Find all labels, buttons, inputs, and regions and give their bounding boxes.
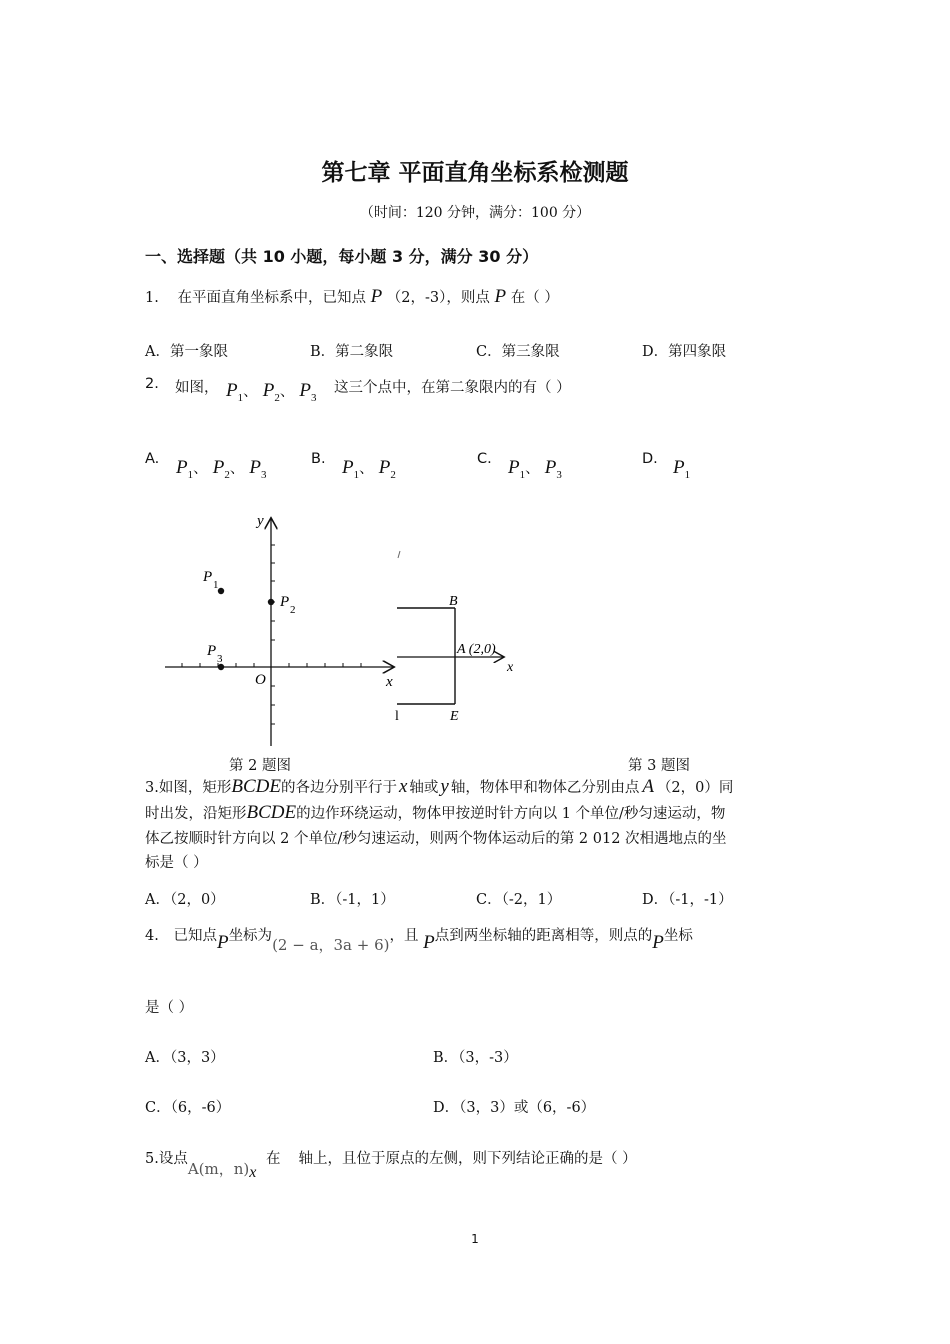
q5-formula: A(m，n) — [187, 1160, 250, 1178]
q2-points: $P_1$、 $P_2$、 $P_3$ — [226, 380, 317, 404]
q1-option-a: A．第一象限 — [145, 344, 228, 360]
figure-q3-rectangle — [393, 545, 533, 730]
p3-label-sub: 3 — [217, 653, 223, 665]
cropped-mark — [398, 551, 400, 558]
q2-option-b: $P_1$、 $P_2$ — [342, 457, 396, 481]
q2-option-a: $P_1$、 $P_2$、 $P_3$ — [176, 457, 267, 481]
q3-line-4: 标是（ ） — [145, 855, 208, 871]
q2-text-a: 如图， — [175, 380, 219, 396]
exam-info: （时间：120 分钟，满分：100 分） — [359, 205, 591, 221]
q4-option-b: B．（3，-3） — [433, 1050, 518, 1066]
p3-label: P — [207, 643, 217, 659]
q2-number: 2. — [145, 376, 159, 392]
q1-point: P — [370, 286, 383, 307]
label-e: E — [450, 709, 459, 724]
label-a: A (2,0) — [457, 642, 496, 657]
question-4: 4. 已知点P坐标为(2 − a，3a + 6)，且 P点到两坐标轴的距离相等，则点的P坐标 — [145, 928, 693, 954]
q2-option-d: $P_1$ — [673, 457, 691, 481]
q1-option-d: D．第四象限 — [642, 344, 727, 360]
y-axis-label: y — [257, 513, 264, 529]
point-p2 — [268, 599, 274, 605]
p2-label-sub: 2 — [290, 604, 296, 616]
x-axis-label-fig3: x — [507, 660, 514, 675]
q3-line-1: 3.如图，矩形BCDE的各边分别平行于 x 轴或 y 轴，物体甲和物体乙分别由点 A （2，0）同 — [145, 776, 734, 797]
section-heading: 一、选择题（共 10 小题，每小题 3 分，满分 30 分） — [145, 247, 539, 266]
q2-option-c: $P_1$、 $P_3$ — [508, 457, 562, 481]
q3-option-a: A．（2，0） — [145, 892, 225, 908]
question-5: 5.设点A(m，n)x — [145, 1151, 257, 1181]
q4-option-c: C．（6，-6） — [145, 1100, 231, 1116]
cropped-label: l — [395, 709, 399, 724]
q2-option-d-letter: D. — [642, 451, 658, 467]
q4-line-2: 是（ ） — [145, 1000, 194, 1016]
q2-option-a-letter: A. — [145, 451, 160, 467]
p1-label-sub: 1 — [213, 579, 219, 591]
figure-q2-coordinate-plane — [160, 505, 405, 750]
q3-option-d: D．（-1，-1） — [642, 892, 733, 908]
q5-text: 在 轴上，且位于原点的左侧，则下列结论正确的是（ ） — [266, 1151, 637, 1167]
q4-option-d: D．（3，3）或（6，-6） — [433, 1100, 596, 1116]
p2-label: P — [280, 594, 290, 610]
page-number: 1 — [471, 1232, 479, 1246]
q1-text-b: 在（ ） — [510, 290, 559, 306]
q1-option-b: B．第二象限 — [310, 344, 394, 360]
figure-3-caption: 第 3 题图 — [628, 758, 690, 774]
q3-line-3: 体乙按顺时针方向以 2 个单位/秒匀速运动，则两个物体运动后的第 2 012 次相遇地点的坐 — [145, 831, 727, 847]
q1-option-c: C．第三象限 — [476, 344, 560, 360]
figure-2-caption: 第 2 题图 — [229, 758, 291, 774]
q3-option-c: C．（-2，1） — [476, 892, 562, 908]
label-b: B — [449, 594, 458, 609]
q4-formula: (2 − a，3a + 6) — [272, 936, 390, 954]
page-title: 第七章 平面直角坐标系检测题 — [321, 160, 629, 186]
q2-option-b-letter: B. — [311, 451, 326, 467]
q2-text-b: 这三个点中，在第二象限内的有（ ） — [334, 380, 571, 396]
q4-option-a: A．（3，3） — [145, 1050, 225, 1066]
q3-option-b: B．（-1，1） — [310, 892, 395, 908]
point-p1 — [218, 588, 224, 594]
q1-coords: （2，-3），则点 — [386, 290, 490, 306]
origin-label: O — [255, 672, 266, 688]
q2-option-c-letter: C. — [477, 451, 492, 467]
q3-line-2: 时出发，沿矩形BCDE的边作环绕运动，物体甲按逆时针方向以 1 个单位/秒匀速运动，物 — [145, 802, 726, 823]
q1-number: 1. — [145, 290, 159, 306]
x-axis-label: x — [386, 674, 393, 690]
q1-text-a: 在平面直角坐标系中，已知点 — [177, 290, 366, 306]
question-1 — [145, 286, 559, 308]
p1-label: P — [203, 569, 213, 585]
q1-point2: P — [494, 286, 507, 307]
